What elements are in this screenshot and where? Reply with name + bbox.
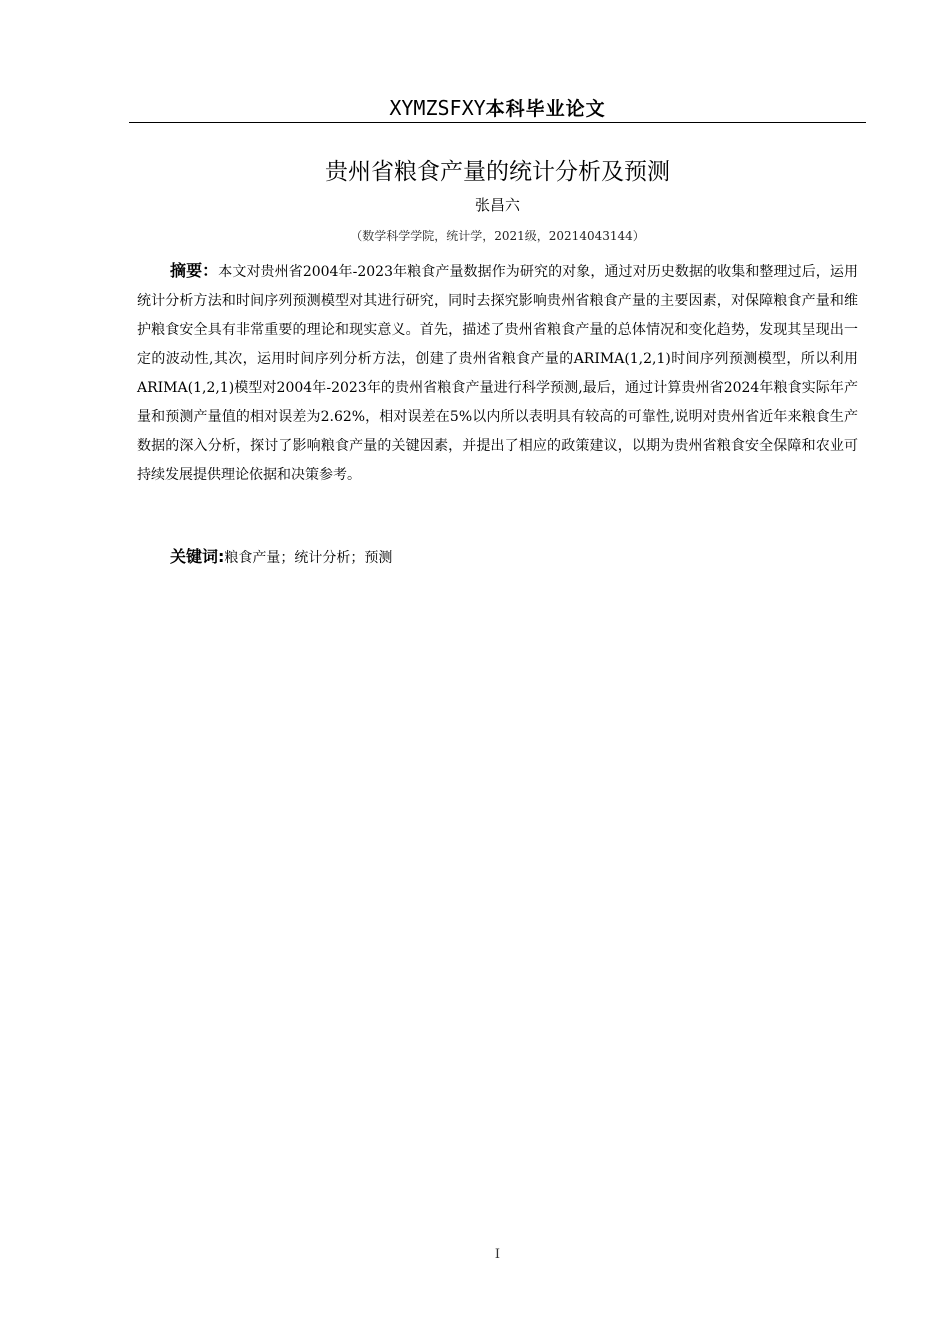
paper-title: 贵州省粮食产量的统计分析及预测 xyxy=(325,159,670,185)
paper-author: 张昌六 xyxy=(474,196,520,214)
running-header xyxy=(129,94,866,123)
keywords-text: 粮食产量；统计分析；预测 xyxy=(224,550,393,566)
keywords-label: 关键词: xyxy=(170,547,225,566)
page-number: I xyxy=(494,1247,501,1262)
header-cjk-text: 本科毕业论文 xyxy=(485,98,606,120)
paper-affiliation: （数学科学学院，统计学，2021级，20214043144） xyxy=(350,229,645,243)
abstract-text: 本文对贵州省2004年-2023年粮食产量数据作为研究的对象，通过对历史数据的收集和整理过后，运用统计分析方法和时间序列预测模型对其进行研究，同时去探究影响贵州省粮食产量的主要因素，对保障粮食产量和维护粮食安全具有非常重要的理论和现实意义。首先，描述了贵州省粮食产量的总体情况和变化趋势，发现其呈现出一定的波动性,其次，运用时间序列分析方法，创建了贵州省粮食产量的ARIMA(1,2,1)时间序列预测模型，所以利用ARIMA(1,2,1)模型对2004年-2023年的贵州省粮食产量进行科学预测,最后，通过计算贵州省2024年粮食实际年产量和预测产量值的相对误差为2.62%，相对误差在5%以内所以表明具有较高的可靠性,说明对贵州省近年来粮食生产数据的深入分析，探讨了影响粮食产量的关键因素，并提出了相应的政策建议，以期为贵州省粮食安全保障和农业可持续发展提供理论依据和决策参考。 xyxy=(137,264,858,483)
header-rule xyxy=(129,122,866,123)
abstract-label: 摘要： xyxy=(170,261,219,280)
keywords-line xyxy=(170,543,858,572)
abstract-paragraph xyxy=(137,256,858,490)
header-latin-text: XYMZSFXY xyxy=(389,96,486,120)
